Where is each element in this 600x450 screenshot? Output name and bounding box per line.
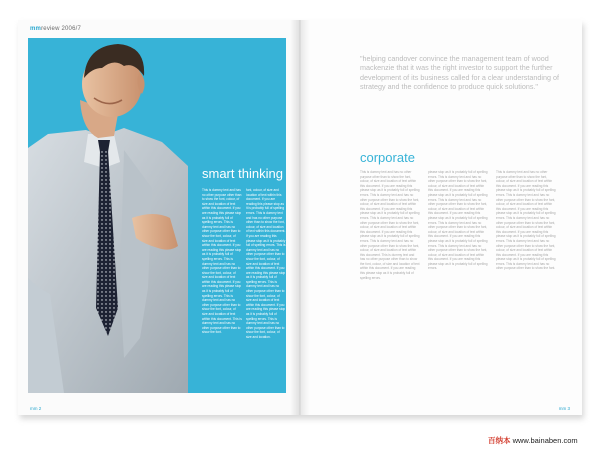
spine-gutter	[290, 20, 310, 415]
folio-right: mm 3	[558, 406, 570, 411]
running-head-brand: mm	[30, 26, 42, 32]
right-body-column-2: please stop as it is probably full of spelling errors. This is dummy text and has no other purpose other than to show the font, colour, of size and location of text within this document. If you are reading this please stop as it is probably full of spelling errors. This is dummy text and has no other purpose other than to show the font, colour, of size and location of text within this document. If you are reading this please stop as it is probably full of spelling errors. This is dummy text and has no other purpose other than to show the font, colour, of size and location of text within this document. If you are reading this please stop as it is probably full of spelling errors. This is dummy text and has no other purpose other than to show the font, colour, of size and location of text within this document. If you are reading this please stop as it is probably full of spelling errors.	[428, 170, 488, 271]
section-title-smart-thinking: smart thinking	[202, 166, 283, 181]
folio-left: mm 2	[30, 406, 42, 411]
right-body-column-1: This is dummy text and has no other purpose other than to show the font, colour, of size and location of text within this document. If you are reading this please stop as it is probably full of spelling errors. This is dummy text and has no other purpose other than to show the font, colour, of size and location of text within this document. If you are reading this please stop as it is probably full of spelling errors. This is dummy text and has no other purpose other than to show the font, colour, of size and location of text within this document. If you are reading this please stop as it is probably full of spelling errors. This is dummy text and has no other purpose other than to show the font, colour, of size and location of text within this document. This is dummy text and has no other purpose other than to show the font, colour, of size and location of text within this document. If you are reading this please stop as it is probably full of spelling errors.	[360, 170, 420, 280]
watermark	[488, 435, 578, 446]
left-body-column-2: font, colour, of size and location of text within this document. If you are reading this please stop as it is probably full of spelling errors. This is dummy text and has no other purpose other than to show the font, colour, of size and location of text within this document. If you are reading this please stop as it is probably full of spelling errors. This is dummy text and has no other purpose other than to show the font, colour, of size and location of text within this document. If you are reading this please stop as it is probably full of spelling errors. This is dummy text and has no other purpose other than to show the font, colour, of size and location of text within this document. If you are reading this please stop as it is probably full of spelling errors. This is dummy text and has no other purpose other than to show the font, colour, of size and location.	[246, 188, 286, 339]
watermark-cn: 百纳本	[488, 436, 511, 445]
man-looking-down-photo	[28, 38, 188, 393]
left-body-column-1: This is dummy text and has no other purpose other than to show the font, colour, of size and location of text within this document. If you are reading this please stop as it is probably full of spelling errors. This is dummy text and has no other purpose other than to show the font, colour, of size and location of text within this document. If you are reading this please stop as it is probably full of spelling errors. This is dummy text and has no other purpose other than to show the font, colour, of size and location of text within this document. If you are reading this please stop as it is probably full of spelling errors. This is dummy text and has no other purpose other than to show the font, colour, of size and location of text within this document. This is dummy text and has no other purpose other than to show the font.	[202, 188, 242, 335]
right-body-column-3: This is dummy text and has no other purpose other than to show the font, colour, of size and location of text within this document. If you are reading this please stop as it is probably full of spelling errors. This is dummy text and has no other purpose other than to show the font, colour, of size and location of text within this document. If you are reading this please stop as it is probably full of spelling errors. This is dummy text and has no other purpose other than to show the font, colour, of size and location of text within this document. If you are reading this please stop as it is probably full of spelling errors. This is dummy text and has no other purpose other than to show the font, colour, of size and location of text within this document. If you are reading this please stop as it is probably full of spelling errors. This is dummy text and has no other purpose other than to show the font.	[496, 170, 556, 271]
blue-panel	[28, 38, 286, 393]
right-page	[300, 20, 582, 415]
brochure-spread	[18, 20, 582, 415]
running-head	[30, 26, 81, 32]
section-title-corporate: corporate	[360, 150, 415, 165]
watermark-url: www.bainaben.com	[512, 436, 578, 445]
running-head-text: review 2006/7	[41, 26, 82, 32]
left-page	[18, 20, 300, 415]
pull-quote: "helping candover convince the management team of wood mackenzie that it was the right investor to support the further development of its business called for a clear understanding of strategy and the confidence to produce quick solutions."	[360, 54, 559, 92]
